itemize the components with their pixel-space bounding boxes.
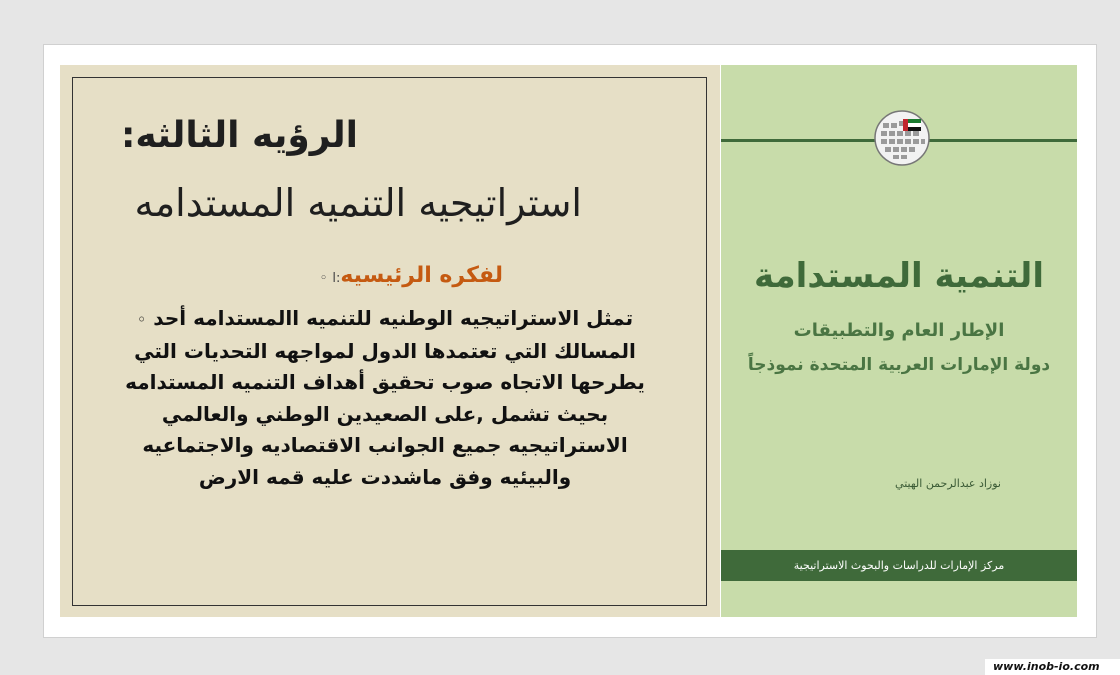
subheading-suffix: :ا [332, 271, 341, 286]
book-subtitle-1: الإطار العام والتطبيقات [793, 320, 1005, 341]
globe-logo-icon [873, 109, 931, 167]
main-idea-label: لفكره الرئيسيه [340, 263, 503, 288]
body-line: الاستراتيجيه جميع الجوانب الاقتصاديه والاجتماعيه [142, 433, 628, 457]
body-line: بحيث تشمل ,على الصعيدين الوطني والعالمي [161, 401, 609, 426]
body-paragraph [95, 303, 675, 493]
body-line: والبيئيه وفق ماشددت عليه قمه الارض [198, 464, 572, 489]
book-publisher: مركز الإمارات للدراسات والبحوث الاستراتيجية [793, 559, 1005, 572]
book-author: نوزاد عبدالرحمن الهيتي [895, 477, 1001, 490]
slide-title-line1: الرؤيه الثالثه: [120, 115, 358, 156]
watermark-url: www.inob-io.com [993, 660, 1100, 673]
body-line: المسالك التي تعتمدها الدول لمواجهه التحديات التي [134, 338, 636, 363]
body-line: يطرحها الاتجاه صوب تحقيق أهداف التنميه المستدامه [125, 370, 645, 394]
subheading-bullet: ◦ [319, 271, 328, 286]
subheading [285, 256, 503, 299]
book-subtitle-2: دولة الإمارات العربية المتحدة نموذجاً [747, 355, 1051, 375]
slide-title-line2: استراتيجيه التنميه المستدامه [134, 181, 582, 225]
book-title: التنمية المستدامة [754, 256, 1044, 296]
body-line: تمثل الاستراتيجيه الوطنيه للتنميه االمستدامه أحد ◦ [136, 306, 634, 330]
book-cover-image [721, 65, 1077, 617]
body-bullet: ◦ [136, 310, 147, 329]
